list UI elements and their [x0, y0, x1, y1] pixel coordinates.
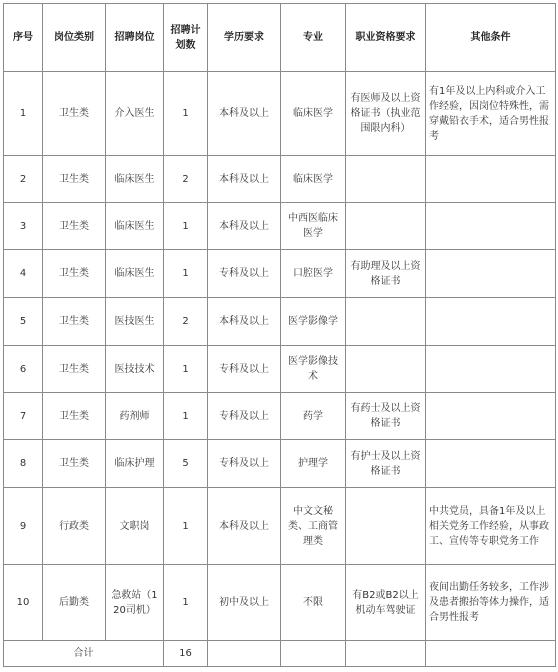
cell-qualification: 有助理及以上资格证书 [346, 250, 426, 298]
cell-position: 临床医生 [106, 203, 164, 250]
total-empty [281, 641, 346, 667]
header-qualification: 职业资格要求 [346, 4, 426, 72]
header-major: 专业 [281, 4, 346, 72]
cell-major: 护理学 [281, 440, 346, 488]
cell-education: 专科及以上 [208, 250, 281, 298]
cell-category: 卫生类 [43, 298, 106, 346]
header-position: 招聘岗位 [106, 4, 164, 72]
cell-qualification: 有医师及以上资格证书（执业范围限内科） [346, 72, 426, 156]
cell-no: 9 [4, 488, 43, 565]
cell-major: 中西医临床医学 [281, 203, 346, 250]
cell-no: 7 [4, 393, 43, 440]
cell-education: 专科及以上 [208, 346, 281, 393]
total-label: 合计 [4, 641, 164, 667]
header-other: 其他条件 [426, 4, 556, 72]
table-row [4, 298, 556, 346]
cell-education: 专科及以上 [208, 393, 281, 440]
cell-count: 1 [164, 250, 208, 298]
recruitment-table [3, 3, 556, 667]
cell-qualification [346, 203, 426, 250]
cell-no: 3 [4, 203, 43, 250]
total-empty [208, 641, 281, 667]
cell-major: 中文文秘类、工商管理类 [281, 488, 346, 565]
cell-education: 本科及以上 [208, 72, 281, 156]
table-row [4, 250, 556, 298]
cell-qualification [346, 346, 426, 393]
table-row [4, 203, 556, 250]
cell-count: 2 [164, 156, 208, 203]
cell-other [426, 298, 556, 346]
cell-category: 卫生类 [43, 156, 106, 203]
cell-qualification [346, 156, 426, 203]
cell-major: 不限 [281, 565, 346, 641]
cell-no: 1 [4, 72, 43, 156]
cell-position: 临床医生 [106, 156, 164, 203]
header-row [4, 4, 556, 72]
total-empty [426, 641, 556, 667]
cell-position: 临床医生 [106, 250, 164, 298]
cell-other [426, 440, 556, 488]
cell-position: 急救站（120司机） [106, 565, 164, 641]
cell-category: 卫生类 [43, 250, 106, 298]
cell-category: 卫生类 [43, 393, 106, 440]
cell-no: 2 [4, 156, 43, 203]
cell-major: 口腔医学 [281, 250, 346, 298]
cell-other [426, 393, 556, 440]
cell-education: 本科及以上 [208, 298, 281, 346]
cell-other: 夜间出勤任务较多，工作涉及患者搬抬等体力操作，适合男性报考 [426, 565, 556, 641]
cell-count: 1 [164, 488, 208, 565]
cell-count: 1 [164, 203, 208, 250]
table-row [4, 156, 556, 203]
cell-count: 2 [164, 298, 208, 346]
cell-category: 卫生类 [43, 440, 106, 488]
cell-major: 临床医学 [281, 72, 346, 156]
cell-major: 药学 [281, 393, 346, 440]
cell-no: 5 [4, 298, 43, 346]
cell-major: 医学影像技术 [281, 346, 346, 393]
header-education: 学历要求 [208, 4, 281, 72]
cell-position: 药剂师 [106, 393, 164, 440]
cell-position: 文职岗 [106, 488, 164, 565]
cell-category: 行政类 [43, 488, 106, 565]
cell-major: 临床医学 [281, 156, 346, 203]
cell-major: 医学影像学 [281, 298, 346, 346]
cell-category: 卫生类 [43, 203, 106, 250]
table-row [4, 565, 556, 641]
cell-education: 专科及以上 [208, 440, 281, 488]
cell-no: 10 [4, 565, 43, 641]
total-count: 16 [164, 641, 208, 667]
cell-qualification [346, 298, 426, 346]
cell-position: 医技医生 [106, 298, 164, 346]
table-row [4, 346, 556, 393]
cell-other: 中共党员，具备1年及以上相关党务工作经验，从事政工、宣传等专职党务工作 [426, 488, 556, 565]
header-count: 招聘计划数 [164, 4, 208, 72]
cell-count: 1 [164, 565, 208, 641]
cell-education: 本科及以上 [208, 156, 281, 203]
cell-qualification: 有护士及以上资格证书 [346, 440, 426, 488]
header-category: 岗位类别 [43, 4, 106, 72]
table-row [4, 72, 556, 156]
cell-position: 医技技术 [106, 346, 164, 393]
table-row [4, 393, 556, 440]
cell-education: 本科及以上 [208, 203, 281, 250]
cell-count: 1 [164, 346, 208, 393]
recruitment-table-container [3, 3, 556, 667]
cell-category: 后勤类 [43, 565, 106, 641]
cell-category: 卫生类 [43, 72, 106, 156]
cell-no: 4 [4, 250, 43, 298]
cell-qualification: 有B2或B2以上机动车驾驶证 [346, 565, 426, 641]
total-row [4, 641, 556, 667]
cell-other [426, 203, 556, 250]
cell-count: 5 [164, 440, 208, 488]
cell-qualification: 有药士及以上资格证书 [346, 393, 426, 440]
cell-position: 临床护理 [106, 440, 164, 488]
cell-other [426, 250, 556, 298]
cell-category: 卫生类 [43, 346, 106, 393]
cell-qualification [346, 488, 426, 565]
cell-education: 初中及以上 [208, 565, 281, 641]
total-empty [346, 641, 426, 667]
cell-other: 有1年及以上内科或介入工作经验，因岗位特殊性，需穿戴铅衣手术，适合男性报考 [426, 72, 556, 156]
table-row [4, 488, 556, 565]
cell-no: 6 [4, 346, 43, 393]
cell-count: 1 [164, 393, 208, 440]
cell-no: 8 [4, 440, 43, 488]
header-no: 序号 [4, 4, 43, 72]
cell-count: 1 [164, 72, 208, 156]
cell-other [426, 156, 556, 203]
cell-other [426, 346, 556, 393]
cell-position: 介入医生 [106, 72, 164, 156]
cell-education: 本科及以上 [208, 488, 281, 565]
table-row [4, 440, 556, 488]
